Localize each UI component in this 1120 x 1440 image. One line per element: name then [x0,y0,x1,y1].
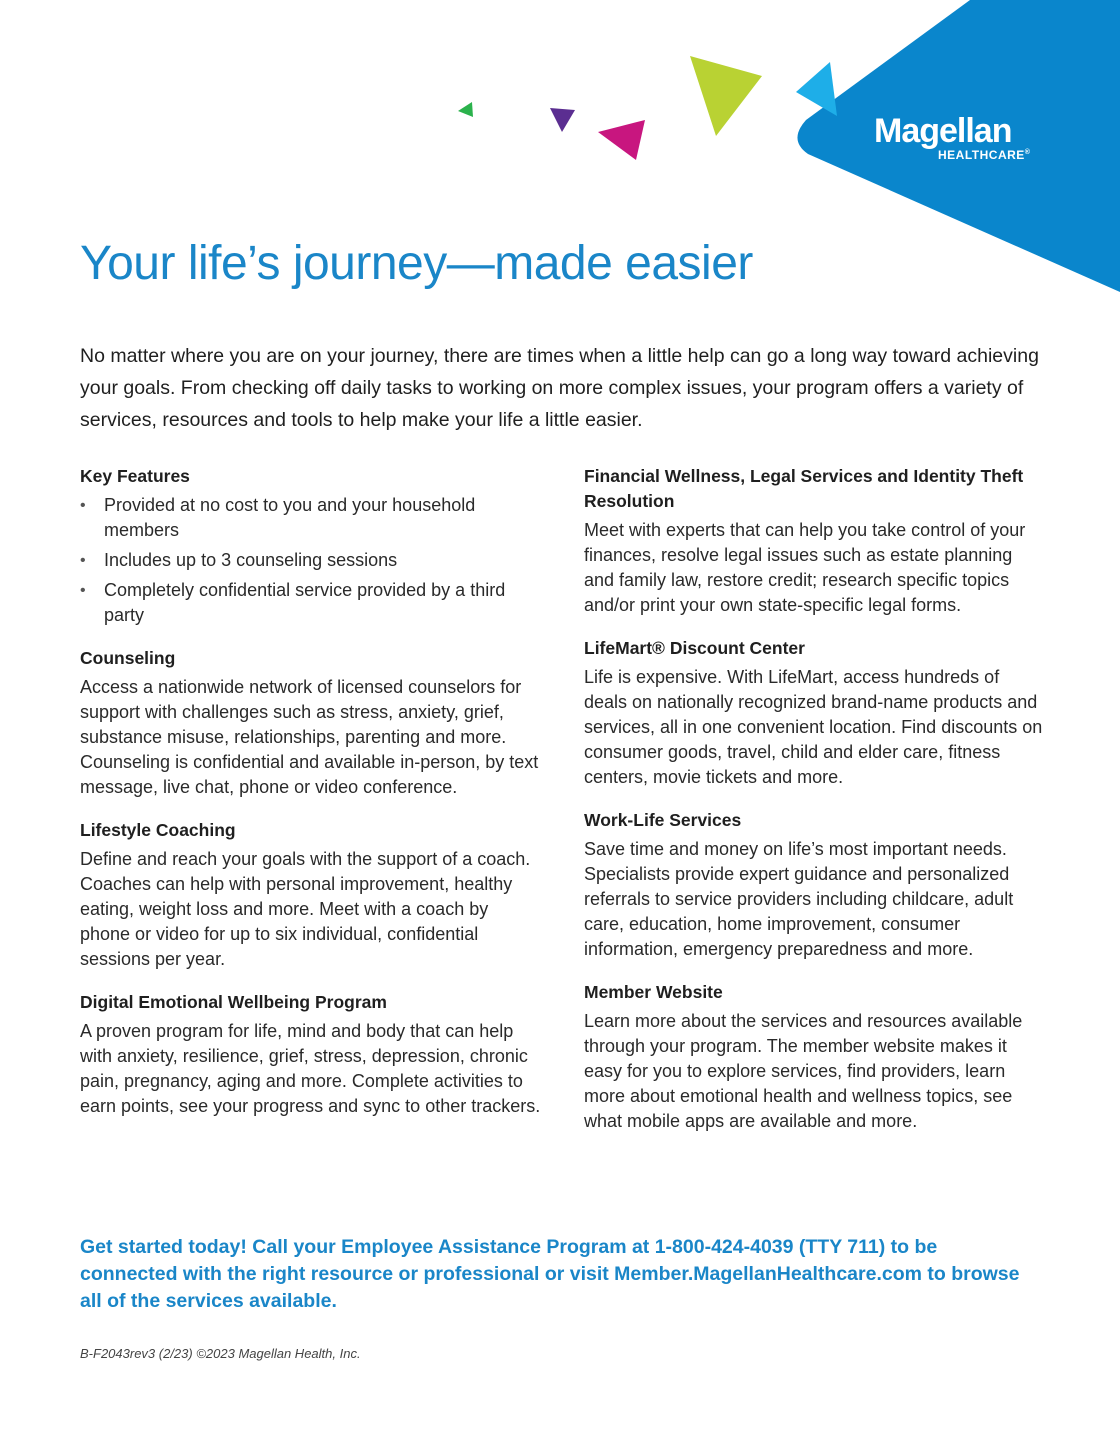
logo-wordmark: Magellan [874,112,1012,150]
right-column [584,464,1046,1152]
footer-code: B-F2043rev3 (2/23) ©2023 Magellan Health, Inc. [80,1346,361,1361]
list-item: • Completely confidential service provided by a third party [80,578,542,628]
logo-subline-text: HEALTHCARE [938,148,1025,162]
intro-paragraph: No matter where you are on your journey, there are times when a little help can go a long way toward achieving your goals. From checking off daily tasks to working on more complex issues, your program offers a variety of services, resources and tools to help make your life a little easier. [80,345,1039,431]
key-features-heading: Key Features [80,466,190,486]
financial-legal-heading: Financial Wellness, Legal Services and Identity Theft Resolution [584,466,1024,511]
lime-triangle [690,56,762,136]
member-website-heading: Member Website [584,982,723,1002]
section-financial-legal [584,464,1046,618]
digital-wellbeing-heading: Digital Emotional Wellbeing Program [80,992,387,1012]
lifestyle-coaching-body: Define and reach your goals with the support of a coach. Coaches can help with personal improvement, healthy eating, weight loss and more. Meet with a coach by phone or video for up to six individual, confidential sessions per year. [80,849,531,969]
counseling-heading: Counseling [80,648,176,668]
section-key-features [80,464,542,628]
work-life-body: Save time and money on life’s most important needs. Specialists provide expert guidance and personalized referrals to service providers including childcare, adult care, education, home improvement, consumer information, emergency preparedness and more. [584,839,1014,959]
magellan-logo [874,112,1031,162]
page-title: Your life’s journey—made easier [80,237,753,290]
light-blue-triangle [796,62,837,116]
lifestyle-coaching-heading: Lifestyle Coaching [80,820,236,840]
member-website-body: Learn more about the services and resources available through your program. The member website makes it easy for you to explore services, find providers, learn more about emotional health and wellness topics, see what mobile apps are available and more. [584,1011,1023,1131]
section-member-website [584,980,1046,1134]
key-features-list [80,493,542,628]
green-triangle [458,102,473,117]
logo-reg-mark: ® [1024,149,1031,156]
magenta-triangle [598,120,645,160]
list-item: • Includes up to 3 counseling sessions [80,548,542,573]
section-digital-wellbeing [80,990,542,1119]
counseling-body: Access a nationwide network of licensed counselors for support with challenges such as stress, anxiety, grief, substance misuse, relationships, parenting and more. Counseling is confidential and available in-person, by text message, live chat, phone or video conference. [80,677,539,797]
left-column [80,464,542,1137]
section-counseling [80,646,542,800]
financial-legal-body: Meet with experts that can help you take control of your finances, resolve legal issues such as estate planning and family law, restore credit; research specific topics and/or print your own state-specific legal forms. [584,520,1026,615]
section-lifemart [584,636,1046,790]
lifemart-heading: LifeMart® Discount Center [584,638,805,658]
logo-subline [938,148,1030,162]
list-item: • Provided at no cost to you and your household members [80,493,542,543]
work-life-heading: Work-Life Services [584,810,742,830]
section-work-life [584,808,1046,962]
purple-triangle [550,108,575,132]
lifemart-body: Life is expensive. With LifeMart, access hundreds of deals on nationally recognized brand-name products and services, all in one convenient location. Find discounts on consumer goods, travel, child and elder care, fitness centers, movie tickets and more. [584,667,1043,787]
digital-wellbeing-body: A proven program for life, mind and body that can help with anxiety, resilience, grief, stress, depression, chronic pain, pregnancy, aging and more. Complete activities to earn points, see your progress and sync to other trackers. [80,1021,541,1116]
call-to-action: Get started today! Call your Employee Assistance Program at 1-800-424-4039 (TTY 711) to be connected with the right resource or professional or visit Member.MagellanHealthcare.com to browse all of the services available. [80,1236,1020,1312]
section-lifestyle-coaching [80,818,542,972]
